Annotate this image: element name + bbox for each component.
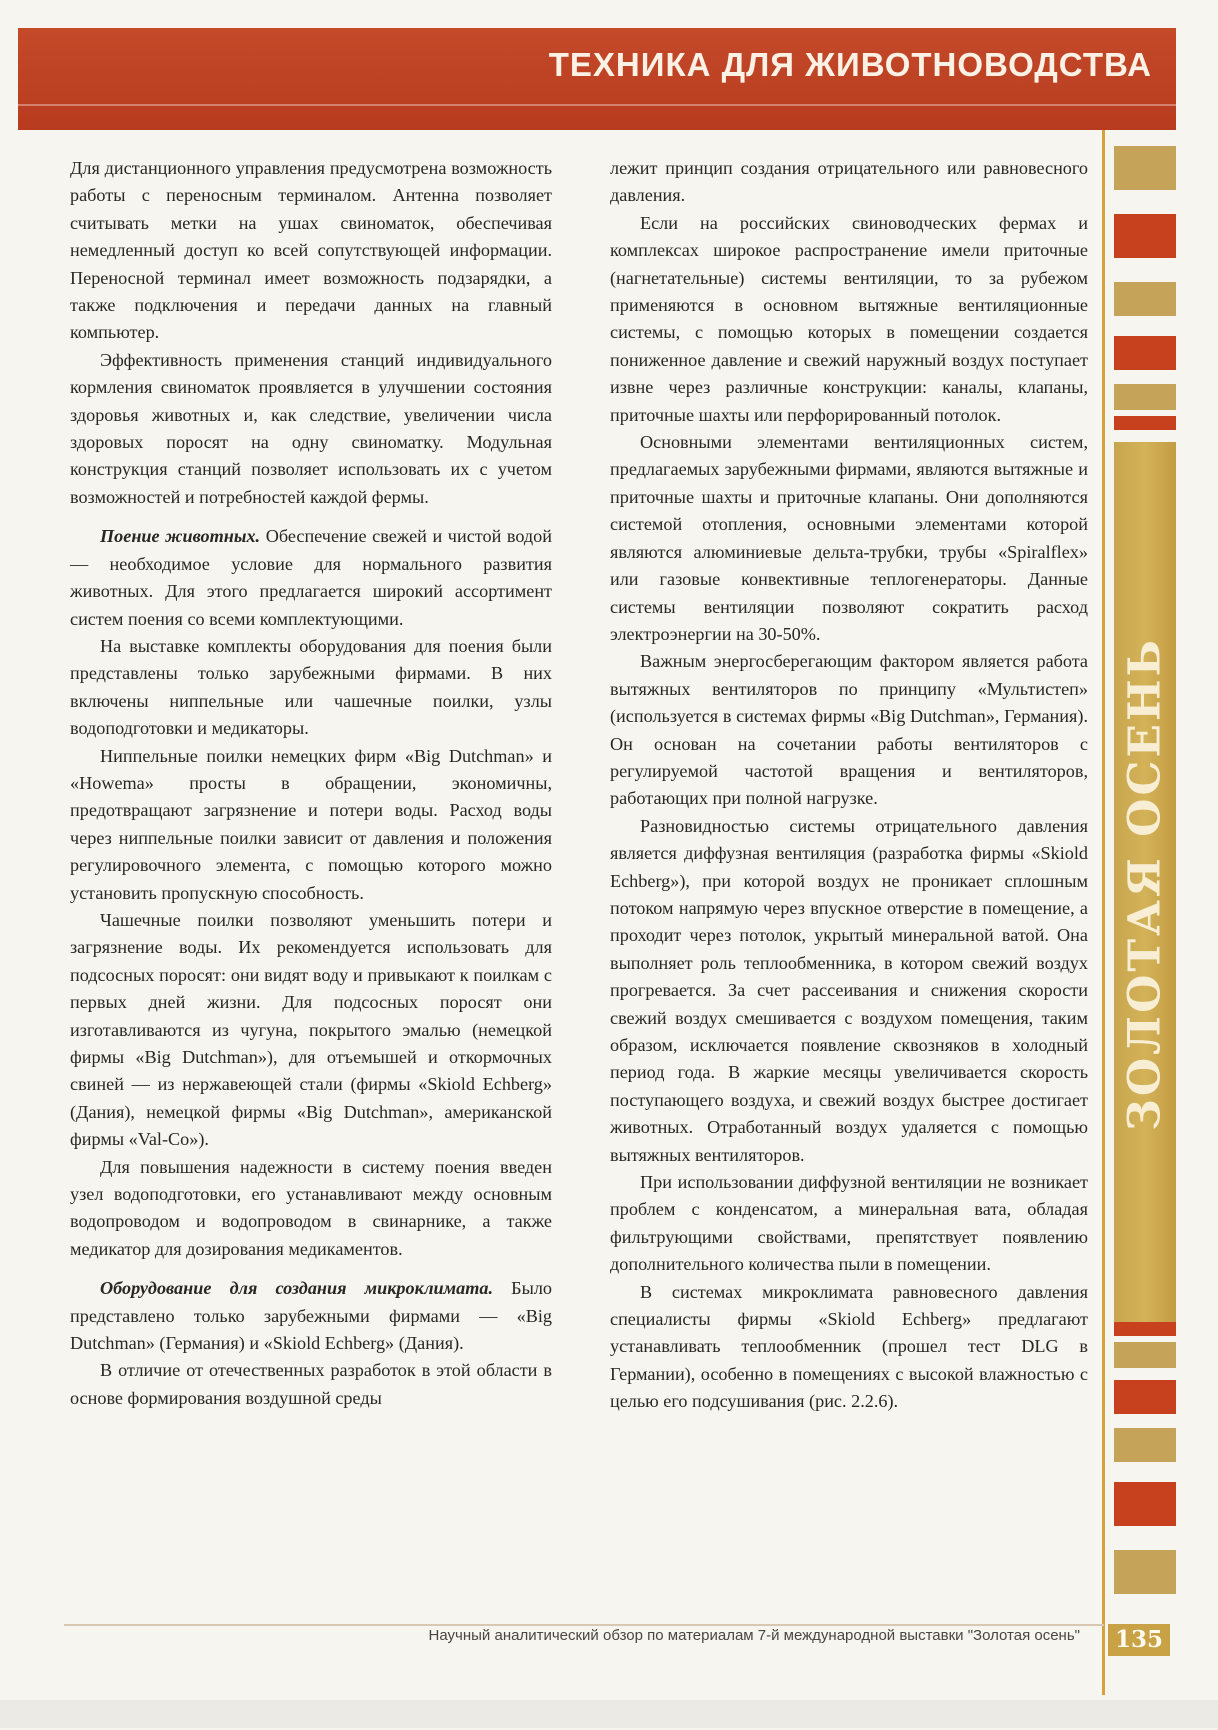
sidebar-block: [1114, 1482, 1176, 1526]
paragraph: В отличие от отечественных разработок в этой области в основе формирования воздушной среды: [70, 1360, 552, 1408]
paragraph: Важным энергосберегающим фактором является работа вытяжных вентиляторов по принципу «Мультистеп» (используется в системах фирмы «Big Dutchman», Германия). Он основан на сочетании работы вентиляторов с регулируемой частотой вращения и вентиляторов, работающих при полной нагрузке.: [610, 651, 1088, 809]
column-divider-line: [1102, 130, 1105, 1695]
footer-rule: [64, 1624, 1104, 1626]
sidebar-block: [1114, 416, 1176, 430]
paragraph: В системах микроклимата равновесного давления специалисты фирмы «Skiold Echberg» предлагают устанавливать теплообменник (прошел тест DLG в Германии), особенно в помещениях с высокой влажностью с целью его подсушивания (рис. 2.2.6).: [610, 1281, 1088, 1412]
paragraph-lead: Поение животных.: [100, 526, 261, 547]
paragraph: Ниппельные поилки немецких фирм «Big Dutchman» и «Howema» просты в обращении, экономичны, предотвращают загрязнение и потери воды. Расход воды через ниппельные поилки зависит от давления и положения регулировочного элемента, с помощью которого можно установить пропускную способность.: [70, 745, 552, 903]
paragraph: Чашечные поилки позволяют уменьшить потери и загрязнение воды. Их рекомендуется использовать для подсосных поросят: они видят воду и привыкают к поилкам с первых дней жизни. Для подсосных поросят они изготавливаются из чугуна, покрытого эмалью (немецкой фирмы «Big Dutchman»), для отъемышей и откормочных свиней — из нержавеющей стали (фирмы «Skiold Echberg» (Дания), немецкой фирмы «Big Dutchman», американской фирмы «Val-Co»).: [70, 909, 552, 1150]
paragraph: Разновидностью системы отрицательного давления является диффузная вентиляция (разработка фирмы «Skiold Echberg»), при которой воздух не проникает сплошным потоком напрямую через впускное отверстие в помещение, а проходит через потолок, укрытый минеральной ватой. Она выполняет роль теплообменника, в котором свежий воздух прогревается. За счет рассеивания и снижения скорости свежий воздух смешивается с воздухом помещения, таким образом, исключается появление сквозняков в холодный период года. В жаркие месяцы увеличивается скорость поступающего воздуха, и свежий воздух быстрее достигает животных. Отработанный воздух удаляется с помощью вытяжных вентиляторов.: [610, 815, 1088, 1165]
bottom-strip: [0, 1700, 1218, 1728]
page-number: 135: [1114, 1626, 1163, 1653]
footer-caption: Научный аналитический обзор по материалам 7-й международной выставки "Золотая осень": [428, 1627, 1080, 1644]
sidebar-label-text: ЗОЛОТАЯ ОСЕНЬ: [1119, 637, 1171, 1131]
paragraph: [70, 1275, 552, 1357]
paragraph: Эффективность применения станций индивидуального кормления свиноматок проявляется в улучшении состояния здоровья животных и, как следствие, увеличении числа здоровых поросят на одну свиноматку. Модульная конструкция станций позволяет использовать их с учетом возможностей и потребностей каждой фермы.: [70, 349, 552, 507]
sidebar-block: [1114, 146, 1176, 190]
sidebar-block: [1114, 214, 1176, 258]
paragraph: Основными элементами вентиляционных систем, предлагаемых зарубежными фирмами, являются вытяжные и приточные шахты и приточные клапаны. Они дополняются системой отопления, основными элементами которой являются алюминиевые дельта-трубки, трубы «Spiralflex» или газовые конвективные теплогенераторы. Данные системы вентиляции позволяют сократить расход электроэнергии на 30-50%.: [610, 432, 1088, 644]
paragraph: Для повышения надежности в систему поения введен узел водоподготовки, его устанавливают между основным водопроводом и водопроводом в свинарнике, а также медикатор для дозирования медикаментов.: [70, 1156, 552, 1259]
sidebar-block: [1114, 1550, 1176, 1594]
paragraph: лежит принцип создания отрицательного или равновесного давления.: [610, 158, 1088, 206]
paragraph: Для дистанционного управления предусмотрена возможность работы с переносным терминалом. Антенна позволяет считывать метки на ушах свиноматок, обеспечивая немедленный доступ ко всей сопутствующей информации. Переносной терминал имеет возможность подзарядки, а также подключения и передачи данных на главный компьютер.: [70, 158, 552, 343]
header-band: [18, 28, 1176, 130]
sidebar-block: [1114, 1380, 1176, 1414]
sidebar-block: [1114, 1342, 1176, 1368]
sidebar-block: [1114, 282, 1176, 316]
paragraph: При использовании диффузной вентиляции не возникает проблем с конденсатом, а минеральная вата, обладая фильтрующими свойствами, препятствует появлению дополнительного количества пыли в помещении.: [610, 1172, 1088, 1275]
sidebar-block: [1114, 384, 1176, 410]
paragraph: [70, 523, 552, 633]
sidebar-block: [1114, 1322, 1176, 1336]
paragraph-text: Обеспечение свежей и чистой водой — необходимое условие для нормального развития животных. Для этого предлагается широкий ассортимент систем поения со всеми комплектующими.: [70, 526, 553, 629]
right-column: [610, 155, 1088, 1416]
paragraph: Если на российских свиноводческих фермах и комплексах широкое распространение имели приточные (нагнетательные) системы вентиляции, то за рубежом применяются в основном вытяжные вентиляционные системы, с помощью которых в помещении создается пониженное давление и свежий наружный воздух поступает извне через различные конструкции: каналы, клапаны, приточные шахты или перфорированный потолок.: [610, 212, 1088, 425]
sidebar-block: [1114, 336, 1176, 370]
sidebar-block: [1114, 1428, 1176, 1462]
section-title: ТЕХНИКА ДЛЯ ЖИВОТНОВОДСТВА: [548, 46, 1152, 83]
paragraph: На выставке комплекты оборудования для поения были представлены только зарубежными фирмами. В них включены ниппельные или чашечные поилки, узлы водоподготовки и медикаторы.: [70, 635, 552, 739]
sidebar-decoration: [1114, 130, 1178, 1730]
paragraph-lead: Оборудование для создания микроклимата.: [100, 1278, 493, 1299]
left-column: [70, 155, 552, 1412]
paragraph-text: Было представлено только зарубежными фирмами — «Big Dutchman» (Германия) и «Skiold Echberg» (Дания).: [70, 1278, 552, 1354]
